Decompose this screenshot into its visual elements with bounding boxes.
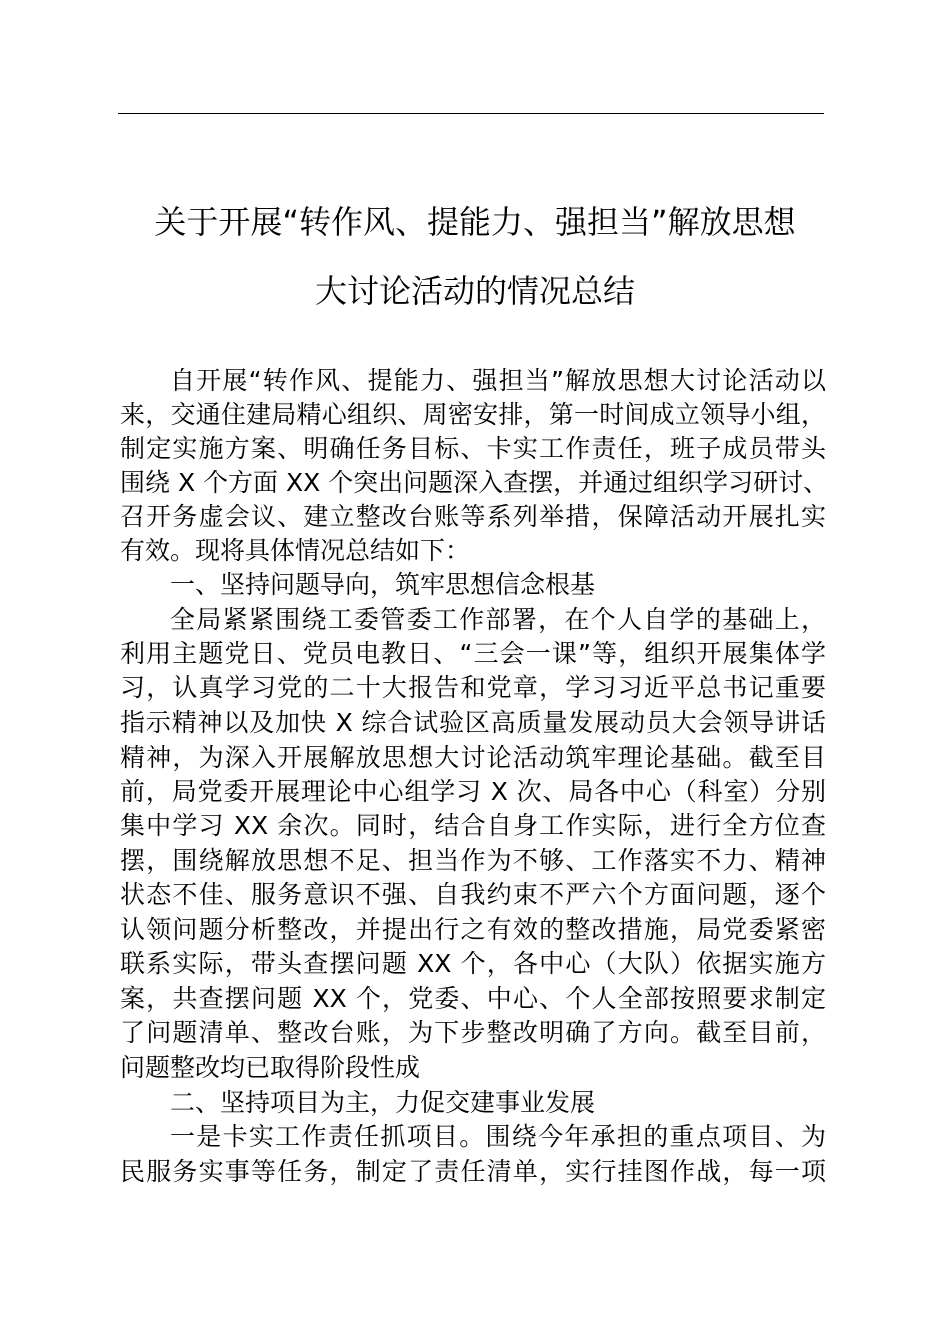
paragraph-line: 前，局党委开展理论中心组学习 X 次、局各中心（科室）分别: [120, 777, 826, 806]
paragraph-line: 案，共查摆问题 XX 个，党委、中心、个人全部按照要求制定: [120, 984, 826, 1013]
paragraph-line: 精神，为深入开展解放思想大讨论活动筑牢理论基础。截至目: [120, 743, 826, 772]
paragraph-line: 自开展“转作风、提能力、强担当”解放思想大讨论活动以: [170, 366, 826, 395]
paragraph-line: 习，认真学习党的二十大报告和党章，学习习近平总书记重要: [120, 673, 826, 702]
paragraph-line: 围绕 X 个方面 XX 个突出问题深入查摆，并通过组织学习研讨、: [120, 468, 829, 497]
paragraph-line: 问题整改均已取得阶段性成: [120, 1053, 421, 1082]
section-heading: 二、坚持项目为主，力促交建事业发展: [170, 1088, 596, 1117]
header-rule: [118, 113, 824, 114]
paragraph-line: 有效。现将具体情况总结如下：: [120, 536, 471, 565]
paragraph-line: 召开务虚会议、建立整改台账等系列举措，保障活动开展扎实: [120, 502, 826, 531]
paragraph-line: 状态不佳、服务意识不强、自我约束不严六个方面问题，逐个: [120, 880, 826, 909]
paragraph-line: 利用主题党日、党员电教日、“三会一课”等，组织开展集体学: [120, 639, 826, 668]
paragraph-line: 全局紧紧围绕工委管委工作部署，在个人自学的基础上，: [170, 605, 826, 634]
paragraph-line: 摆，围绕解放思想不足、担当作为不够、工作落实不力、精神: [120, 846, 826, 875]
paragraph-line: 民服务实事等任务，制定了责任清单，实行挂图作战，每一项: [120, 1157, 826, 1186]
section-heading: 一、坚持问题导向，筑牢思想信念根基: [170, 570, 596, 599]
paragraph-line: 了问题清单、整改台账，为下步整改明确了方向。截至目前，: [120, 1018, 826, 1047]
paragraph-line: 联系实际，带头查摆问题 XX 个，各中心（大队）依据实施方: [120, 949, 826, 978]
paragraph-line: 制定实施方案、明确任务目标、卡实工作责任，班子成员带头: [120, 434, 826, 463]
paragraph-line: 来，交通住建局精心组织、周密安排，第一时间成立领导小组，: [120, 400, 826, 429]
paragraph-line: 集中学习 XX 余次。同时，结合自身工作实际，进行全方位查: [120, 811, 826, 840]
paragraph-line: 认领问题分析整改，并提出行之有效的整改措施，局党委紧密: [120, 915, 826, 944]
paragraph-line: 一是卡实工作责任抓项目。围绕今年承担的重点项目、为: [170, 1122, 826, 1151]
paragraph-line: 指示精神以及加快 X 综合试验区高质量发展动员大会领导讲话: [120, 708, 826, 737]
document-title-line-2: 大讨论活动的情况总结: [314, 272, 635, 310]
document-title-line-1: 关于开展“转作风、提能力、强担当”解放思想: [154, 203, 796, 241]
